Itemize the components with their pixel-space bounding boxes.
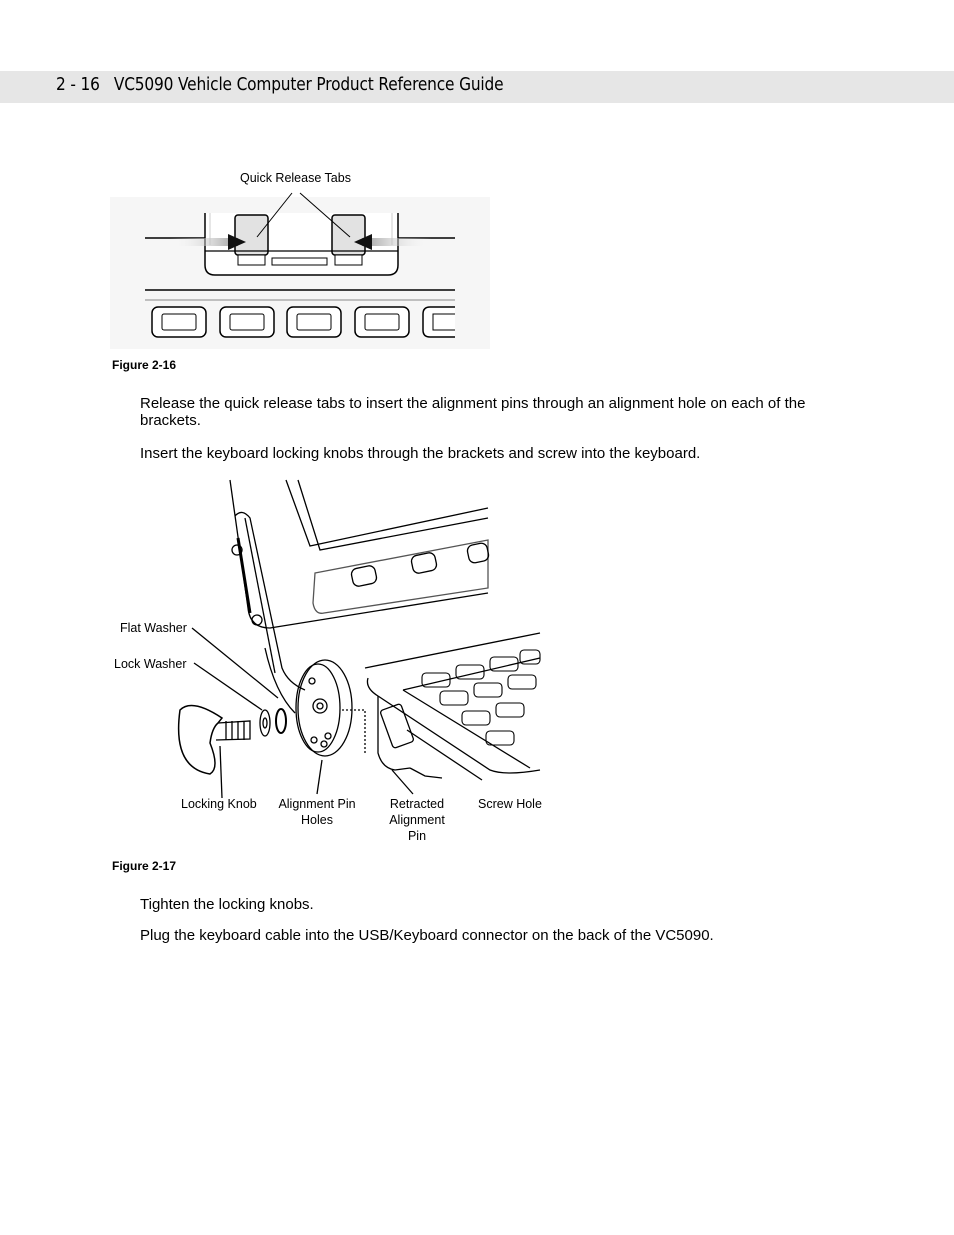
running-header [56,75,503,95]
alignment-pin-holes-line-1: Alignment Pin [278,797,356,811]
right-quick-release-tab [332,215,365,255]
paragraph-release-tabs: Release the quick release tabs to insert the alignment pins through an alignment hole on each of the brackets. [140,395,806,429]
retracted-line-2: Alignment [389,813,445,827]
screw-hole-label: Screw Hole [478,797,542,811]
header-title: VC5090 Vehicle Computer Product Reference Guide [113,75,504,95]
paragraph-tighten-knobs: Tighten the locking knobs. [140,896,314,913]
retracted-line-3: Pin [407,829,427,843]
lock-washer-label: Lock Washer [114,657,187,671]
retracted-alignment-pin-label [378,797,456,843]
figure-2-16-illustration [110,185,490,350]
paragraph-insert-knobs: Insert the keyboard locking knobs through the brackets and screw into the keyboard. [140,445,701,462]
flat-washer-label: Flat Washer [120,621,187,635]
figure-2-17-illustration [110,478,550,798]
alignment-pin-holes-label [270,797,364,827]
paragraph-plug-cable: Plug the keyboard cable into the USB/Keyboard connector on the back of the VC5090. [140,927,714,944]
quick-release-tabs-label: Quick Release Tabs [240,171,351,185]
retracted-line-1: Retracted [389,797,445,811]
locking-knob-label: Locking Knob [181,797,257,811]
alignment-pin-holes-line-2: Holes [301,813,333,827]
left-quick-release-tab [235,215,268,255]
header-page-number: 2 - 16 [56,75,100,95]
figure-2-16-caption: Figure 2-16 [112,358,177,372]
figure-2-17-caption: Figure 2-17 [112,859,177,873]
